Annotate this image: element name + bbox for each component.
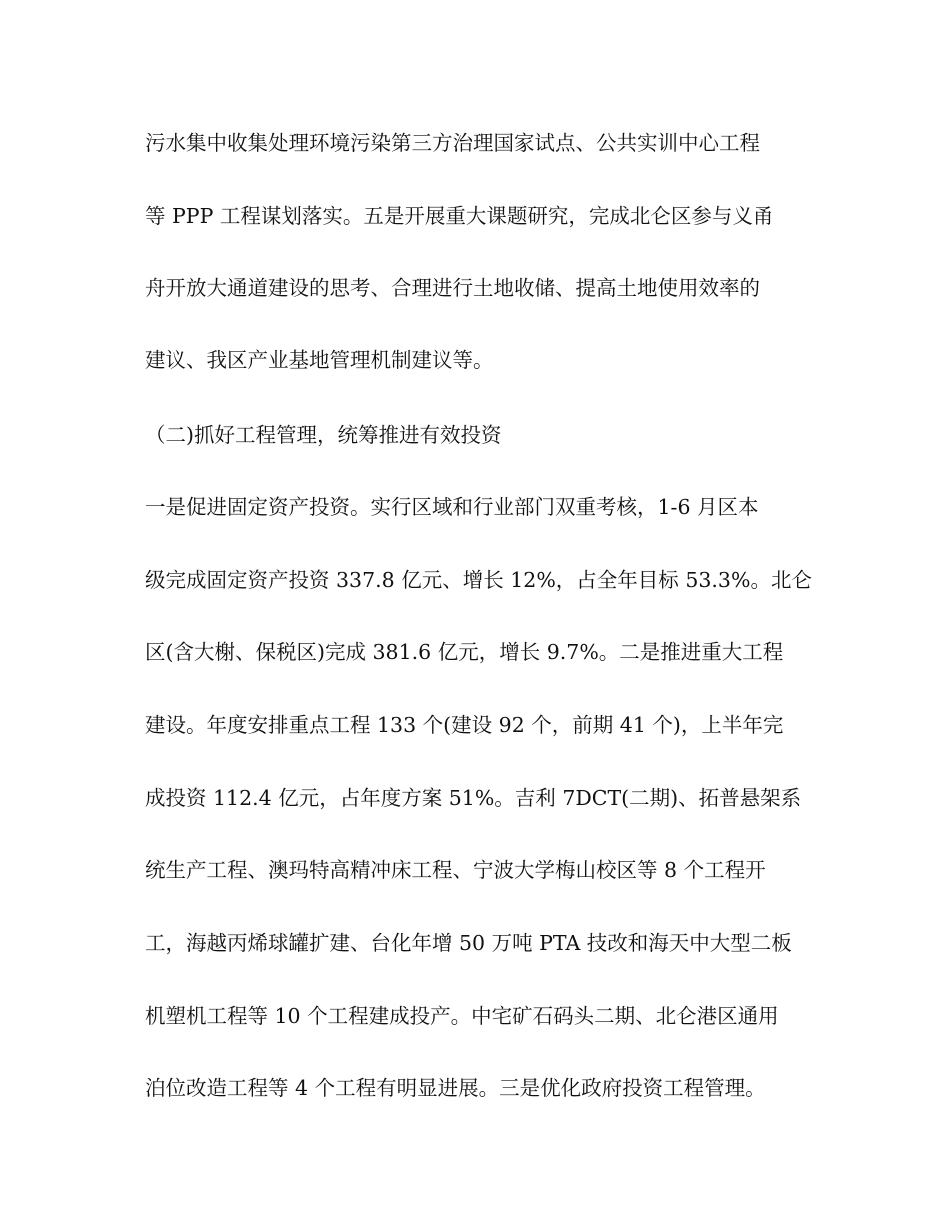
text-line-2: 等 PPP 工程谋划落实。五是开展重大课题研究，完成北仑区参与义甬 <box>145 204 774 228</box>
text-line-10: 成投资 112.4 亿元，占年度方案 51%。吉利 7DCT(二期)、拓普悬架系 <box>145 786 802 810</box>
text-line-12: 工，海越丙烯球罐扩建、台化年增 50 万吨 PTA 技改和海天中大型二板 <box>145 931 792 955</box>
text-line-7: 级完成固定资产投资 337.8 亿元、增长 12%，占全年目标 53.3%。北仑 <box>145 568 812 592</box>
text-line-6: 一是促进固定资产投资。实行区域和行业部门双重考核，1-6 月区本 <box>145 495 759 519</box>
text-line-11: 统生产工程、澳玛特高精冲床工程、宁波大学梅山校区等 8 个工程开 <box>145 858 766 882</box>
text-line-13: 机塑机工程等 10 个工程建成投产。中宅矿石码头二期、北仑港区通用 <box>145 1004 779 1028</box>
text-line-9: 建设。年度安排重点工程 133 个(建设 92 个，前期 41 个)，上半年完 <box>145 713 784 737</box>
text-line-4: 建议、我区产业基地管理机制建议等。 <box>145 348 494 372</box>
text-line-14: 泊位改造工程等 4 个工程有明显进展。三是优化政府投资工程管理。 <box>145 1076 766 1100</box>
section-heading: （二)抓好工程管理，统筹推进有效投资 <box>145 423 502 447</box>
text-line-1: 污水集中收集处理环境污染第三方治理国家试点、公共实训中心工程 <box>145 131 760 155</box>
text-line-3: 舟开放大通道建设的思考、合理进行土地收储、提高土地使用效率的 <box>145 276 760 300</box>
text-line-8: 区(含大榭、保税区)完成 381.6 亿元，增长 9.7%。二是推进重大工程 <box>145 640 784 664</box>
